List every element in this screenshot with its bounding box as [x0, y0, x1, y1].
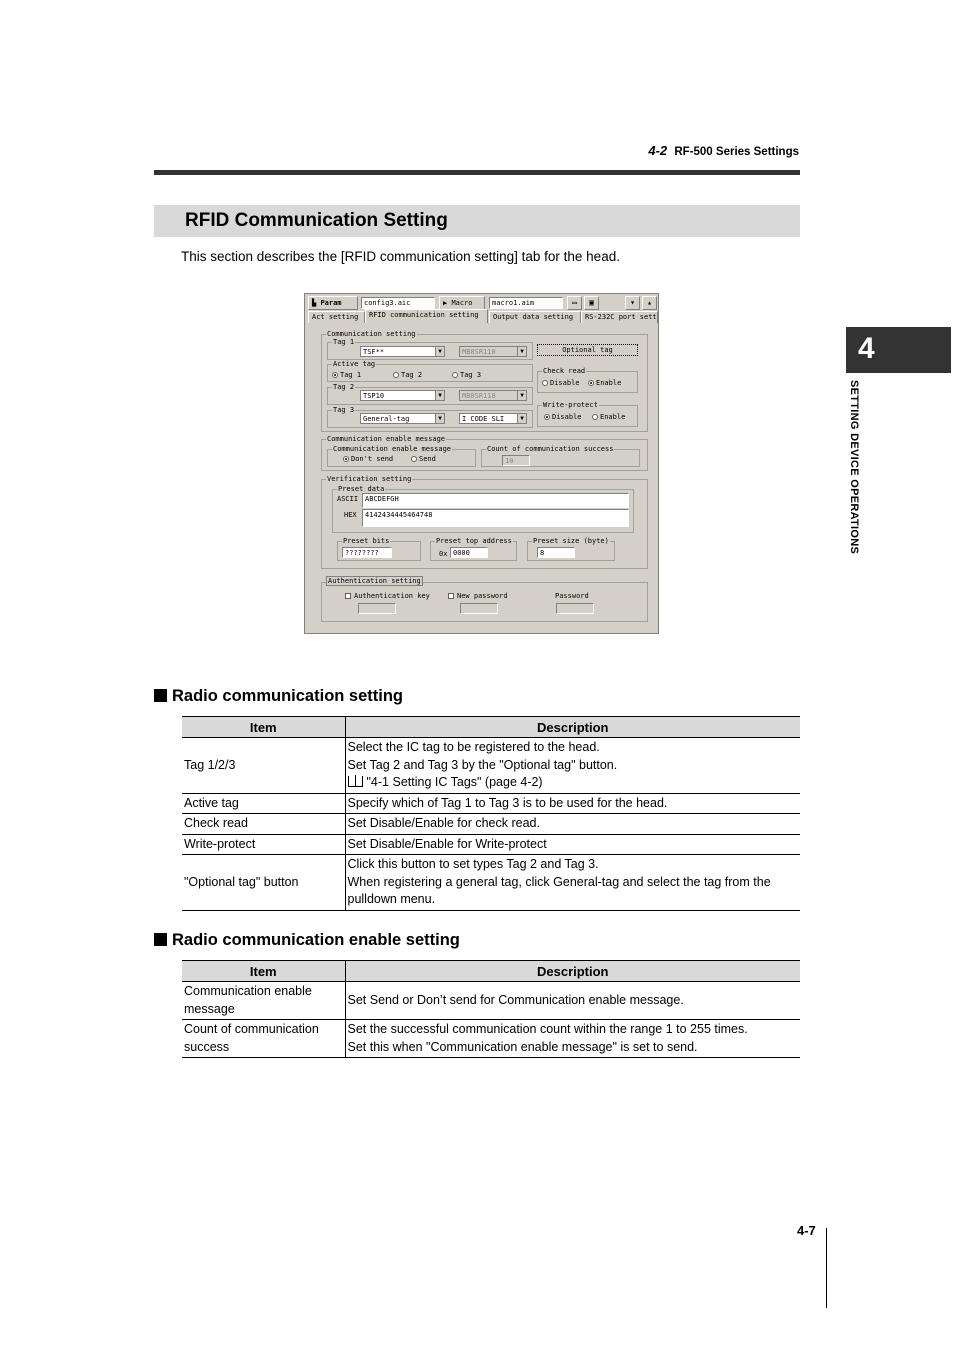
radio-checked-icon [343, 456, 349, 462]
row-description: Set Disable/Enable for Write-protect [345, 834, 800, 855]
enable-setting-heading [154, 931, 460, 950]
dont-send-label: Don't send [351, 455, 394, 463]
row-description [345, 855, 800, 911]
tab-rs232c-port[interactable]: RS-232C port sett [581, 311, 658, 323]
row-item: Write-protect [182, 834, 345, 855]
send-radio[interactable] [411, 455, 436, 463]
preset-size-legend: Preset size (byte) [533, 537, 609, 545]
row-item: "Optional tag" button [182, 855, 345, 911]
active-tag2-radio[interactable] [393, 371, 422, 379]
tag2-value: TSP10 [363, 392, 385, 400]
radio-icon [393, 372, 399, 378]
col-item: Item [182, 961, 345, 982]
active-tag-legend: Active tag [333, 360, 376, 368]
preset-top-field[interactable]: 0000 [450, 547, 488, 558]
check-read-disable-radio[interactable] [542, 379, 580, 387]
save-icon[interactable]: ▣ [584, 296, 599, 310]
chapter-side-label [846, 380, 862, 580]
chevron-down-icon: ▼ [435, 414, 444, 423]
checkbox-icon [345, 593, 351, 599]
table-row [182, 982, 800, 1020]
tag1-sub-value: MB8SR118 [462, 348, 496, 356]
preset-data-legend: Preset data [338, 485, 385, 493]
tab-act-setting[interactable]: Act setting [308, 311, 365, 323]
active-tag3-radio[interactable] [452, 371, 481, 379]
write-protect-legend: Write-protect [543, 401, 598, 409]
footer-rule [826, 1228, 827, 1308]
check-read-enable-label: Enable [596, 379, 622, 387]
param-icon: ▙ [312, 299, 317, 307]
enable-setting-table [182, 960, 800, 1058]
section-title: RFID Communication Setting [185, 210, 448, 231]
chevron-down-icon: ▼ [435, 391, 444, 400]
radio-setting-heading [154, 687, 403, 706]
section-title-band [154, 205, 800, 237]
book-icon [348, 776, 363, 787]
preset-top-legend: Preset top address [436, 537, 512, 545]
col-description: Description [345, 961, 800, 982]
row-description-line: When registering a general tag, click General-tag and select the tag from the pulldown menu. [347, 874, 771, 906]
open-folder-icon[interactable]: ▭ [567, 296, 582, 310]
radio-checked-icon [544, 414, 550, 420]
chevron-down-icon: ▼ [517, 347, 526, 356]
dont-send-radio[interactable] [343, 455, 393, 463]
square-bullet-icon [154, 933, 167, 946]
header-section-number: 4-2 [648, 143, 668, 158]
new-password-label: New password [457, 592, 508, 600]
reference-text: "4-1 Setting IC Tags" (page 4-2) [366, 775, 543, 789]
count-success-field: 10 [502, 455, 530, 466]
ascii-label: ASCII [337, 495, 359, 503]
radio-setting-heading-text: Radio communication setting [172, 687, 404, 705]
send-label: Send [419, 455, 436, 463]
row-item: Active tag [182, 793, 345, 814]
macro-icon: ▶ [443, 299, 448, 307]
table-row [182, 814, 800, 835]
authentication-legend: Authentication setting [328, 577, 421, 585]
tag3-sub-value: I CODE SLI [462, 415, 505, 423]
auth-key-checkbox[interactable] [345, 592, 430, 600]
header-rule [154, 170, 800, 175]
col-item: Item [182, 717, 345, 738]
row-item: Tag 1/2/3 [182, 738, 345, 794]
hex-field[interactable]: 4142434445464748 [362, 509, 629, 527]
tag3-sub-select[interactable] [459, 413, 527, 424]
row-description-line: Select the IC tag to be registered to the head. [347, 740, 600, 754]
square-bullet-icon [154, 689, 167, 702]
auth-key-label: Authentication key [354, 592, 430, 600]
radio-icon [411, 456, 417, 462]
macro-button[interactable] [439, 296, 485, 310]
preset-top-prefix: 0x [439, 550, 448, 558]
table-row [182, 834, 800, 855]
reference-link[interactable] [348, 774, 799, 792]
row-description: Set Send or Don’t send for Communication enable message. [345, 982, 800, 1020]
row-item: Check read [182, 814, 345, 835]
tag2-select[interactable] [360, 390, 445, 401]
active-tag3-label: Tag 3 [460, 371, 482, 379]
tag2-legend: Tag 2 [333, 383, 355, 391]
running-header [648, 143, 799, 158]
chevron-down-icon: ▼ [517, 391, 526, 400]
radio-setting-table [182, 716, 800, 911]
macro-file-field[interactable]: macro1.aim [489, 297, 563, 309]
auth-key-field [358, 603, 396, 614]
page-number: 4-7 [797, 1223, 816, 1238]
row-description: Specify which of Tag 1 to Tag 3 is to be used for the head. [345, 793, 800, 814]
table-header-row [182, 961, 800, 982]
row-item: Count of communication success [182, 1020, 345, 1058]
chapter-tab [846, 327, 951, 373]
write-protect-disable-label: Disable [552, 413, 582, 421]
tag3-legend: Tag 3 [333, 406, 355, 414]
preset-bits-field[interactable]: ???????? [342, 547, 392, 558]
write-protect-enable-label: Enable [600, 413, 626, 421]
param-file-field[interactable]: config3.aic [361, 297, 435, 309]
new-password-checkbox[interactable] [448, 592, 508, 600]
preset-bits-legend: Preset bits [343, 537, 390, 545]
tag1-value: TSF** [363, 348, 385, 356]
checkbox-icon [448, 593, 454, 599]
preset-size-field[interactable]: 8 [537, 547, 575, 558]
tag3-select[interactable] [360, 413, 445, 424]
chapter-side-text: SETTING DEVICE OPERATIONS [848, 380, 860, 555]
table-row [182, 793, 800, 814]
chapter-number: 4 [858, 332, 875, 365]
verification-legend: Verification setting [327, 475, 412, 483]
hex-label: HEX [344, 511, 357, 519]
table-row [182, 855, 800, 911]
comm-setting-legend: Communication setting [327, 330, 416, 338]
macro-label: Macro [451, 299, 473, 307]
write-protect-disable-radio[interactable] [544, 413, 582, 421]
row-description: Set Disable/Enable for check read. [345, 814, 800, 835]
enable-setting-heading-text: Radio communication enable setting [172, 931, 460, 949]
tag1-sub-select [459, 346, 527, 357]
ascii-field[interactable]: ABCDEFGH [362, 493, 629, 508]
col-description: Description [345, 717, 800, 738]
tab-rfid-communication[interactable]: RFID communication setting [365, 309, 488, 323]
tag2-sub-select [459, 390, 527, 401]
new-password-field [460, 603, 498, 614]
download-icon[interactable]: ▾ [625, 296, 640, 310]
check-read-enable-radio[interactable] [588, 379, 621, 387]
section-intro: This section describes the [RFID communication setting] tab for the head. [181, 249, 620, 264]
row-description-line: Set the successful communication count within the range 1 to 255 times. [347, 1022, 748, 1036]
write-protect-enable-radio[interactable] [592, 413, 625, 421]
radio-icon [542, 380, 548, 386]
active-tag2-label: Tag 2 [401, 371, 423, 379]
tag2-sub-value: MB8SR118 [462, 392, 496, 400]
tag1-legend: Tag 1 [333, 338, 355, 346]
tab-output-data[interactable]: Output data setting [489, 311, 581, 323]
table-row [182, 1020, 800, 1058]
password-label: Password [555, 592, 589, 600]
active-tag1-radio[interactable] [332, 371, 361, 379]
row-description-line: Set Tag 2 and Tag 3 by the "Optional tag" button. [347, 757, 618, 772]
param-label: Param [320, 299, 342, 307]
radio-checked-icon [588, 380, 594, 386]
password-field [556, 603, 594, 614]
settings-screenshot [304, 293, 659, 634]
authentication-group [321, 577, 648, 622]
param-button[interactable] [308, 296, 358, 310]
chevron-down-icon: ▼ [517, 414, 526, 423]
tag3-value: General-tag [363, 415, 410, 423]
table-header-row [182, 717, 800, 738]
header-section-title: RF-500 Series Settings [674, 146, 799, 158]
row-description-line: Set this when "Communication enable message" is set to send. [347, 1039, 698, 1054]
enable-message-sublegend: Communication enable message [333, 445, 452, 453]
row-description [345, 738, 800, 794]
upload-icon[interactable]: ▴ [642, 296, 657, 310]
radio-icon [592, 414, 598, 420]
radio-icon [452, 372, 458, 378]
check-read-legend: Check read [543, 367, 586, 375]
row-description-line: Click this button to set types Tag 2 and Tag 3. [347, 857, 599, 871]
radio-checked-icon [332, 372, 338, 378]
table-row [182, 738, 800, 794]
row-item: Communication enable message [182, 982, 345, 1020]
row-description [345, 1020, 800, 1058]
chevron-down-icon: ▼ [435, 347, 444, 356]
tag1-select[interactable] [360, 346, 445, 357]
active-tag1-label: Tag 1 [340, 371, 362, 379]
check-read-disable-label: Disable [550, 379, 580, 387]
optional-tag-button[interactable]: Optional tag [537, 344, 638, 356]
enable-message-legend: Communication enable message [327, 435, 446, 443]
count-success-legend: Count of communication success [487, 445, 614, 453]
